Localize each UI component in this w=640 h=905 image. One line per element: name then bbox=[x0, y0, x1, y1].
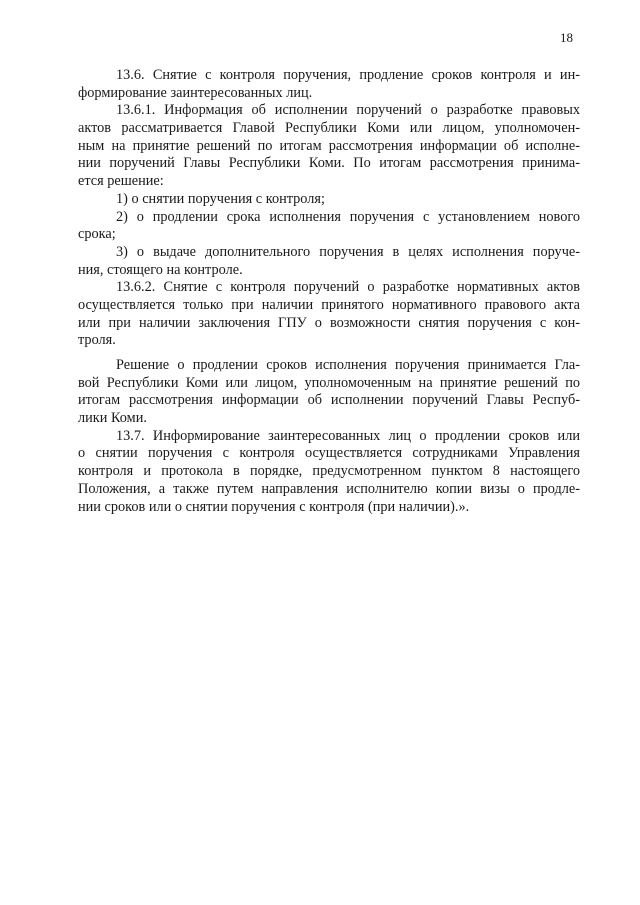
list-item-2 bbox=[78, 209, 580, 244]
text-line: нии сроков или о снятии поручения с контроля (при наличии).». bbox=[78, 498, 470, 515]
page-number: 18 bbox=[560, 30, 573, 45]
text-line: формирование заинтересованных лиц. bbox=[78, 84, 313, 101]
text-line: 13.6.2. Снятие с контроля поручений о разработке нормативных актов bbox=[116, 279, 580, 296]
text-line: 1) о снятии поручения с контроля; bbox=[116, 190, 325, 207]
text-line: Положения, а также путем направления исполнителю копии визы о продле- bbox=[78, 480, 580, 497]
text-line: или при наличии заключения ГПУ о возможности снятия поручения с кон- bbox=[78, 314, 580, 331]
text-line: ется решение: bbox=[78, 173, 164, 190]
paragraph-decision bbox=[78, 357, 580, 428]
text-line: лики Коми. bbox=[78, 410, 147, 427]
paragraph-spacer bbox=[78, 350, 580, 357]
text-line: срока; bbox=[78, 226, 116, 243]
text-line: 3) о выдаче дополнительного поручения в целях исполнения поруче- bbox=[116, 243, 580, 260]
text-line: контроля и протокола в порядке, предусмотренном пунктом 8 настоящего bbox=[78, 463, 580, 480]
text-line: итогам рассмотрения информации об исполнении поручений Главы Респуб- bbox=[78, 392, 580, 409]
paragraph-13-6 bbox=[78, 67, 580, 102]
paragraph-13-6-1 bbox=[78, 102, 580, 190]
text-line: нии поручений Главы Республики Коми. По итогам рассмотрения принима- bbox=[78, 155, 580, 172]
document-body bbox=[78, 67, 580, 516]
text-line: вой Республики Коми или лицом, уполномоченным на принятие решений по bbox=[78, 374, 580, 391]
text-line: 13.7. Информирование заинтересованных лиц о продлении сроков или bbox=[116, 427, 580, 444]
text-line: ным на принятие решений по итогам рассмотрения информации об исполне- bbox=[78, 137, 580, 154]
paragraph-13-6-2 bbox=[78, 279, 580, 350]
text-line: Решение о продлении сроков исполнения поручения принимается Гла- bbox=[116, 357, 580, 373]
text-line: ния, стоящего на контроле. bbox=[78, 261, 243, 278]
list-item-3 bbox=[78, 244, 580, 279]
list-item-1 bbox=[78, 191, 580, 209]
text-line: 2) о продлении срока исполнения поручения с установлением нового bbox=[116, 208, 580, 225]
text-line: 13.6. Снятие с контроля поручения, продление сроков контроля и ин- bbox=[116, 67, 580, 83]
paragraph-13-7 bbox=[78, 428, 580, 516]
text-line: осуществляется только при наличии принятого нормативного правового акта bbox=[78, 296, 580, 313]
text-line: троля. bbox=[78, 332, 116, 349]
text-line: о снятии поручения с контроля осуществляется сотрудниками Управления bbox=[78, 445, 580, 462]
text-line: актов рассматривается Главой Республики Коми или лицом, уполномочен- bbox=[78, 120, 580, 137]
text-line: 13.6.1. Информация об исполнении поручений о разработке правовых bbox=[116, 102, 580, 119]
